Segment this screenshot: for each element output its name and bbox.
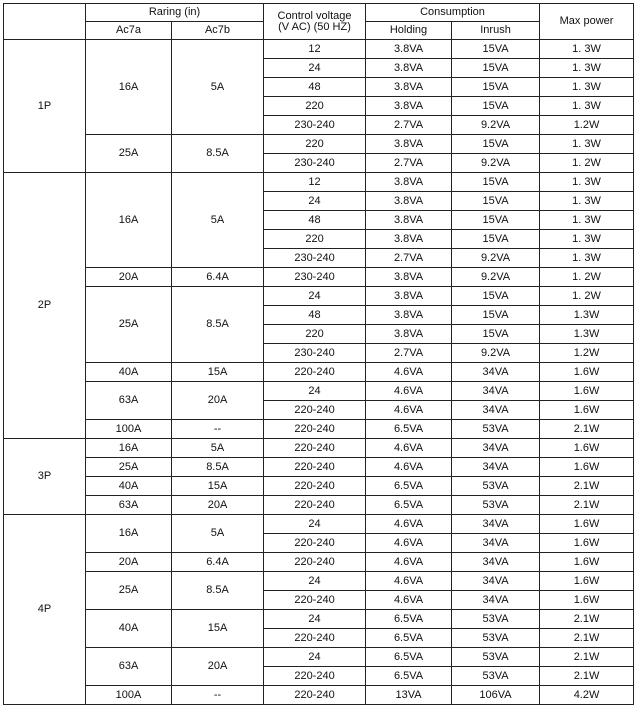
voltage-cell: 220-240 [264, 686, 366, 705]
ac7a-cell: 16A [86, 515, 172, 553]
inrush-cell: 53VA [452, 496, 540, 515]
max-power-cell: 1.6W [540, 363, 634, 382]
inrush-cell: 9.2VA [452, 268, 540, 287]
voltage-cell: 220-240 [264, 496, 366, 515]
table-row [4, 515, 634, 534]
holding-cell: 4.6VA [366, 515, 452, 534]
ac7b-cell: 5A [172, 40, 264, 135]
ac7b-cell: 5A [172, 515, 264, 553]
inrush-cell: 9.2VA [452, 154, 540, 173]
holding-cell: 4.6VA [366, 401, 452, 420]
inrush-cell: 34VA [452, 439, 540, 458]
table-row [4, 420, 634, 439]
ac7a-cell: 40A [86, 477, 172, 496]
max-power-cell: 1.6W [540, 401, 634, 420]
voltage-cell: 220-240 [264, 363, 366, 382]
holding-cell: 6.5VA [366, 610, 452, 629]
inrush-cell: 15VA [452, 230, 540, 249]
max-power-cell: 1. 3W [540, 135, 634, 154]
ac7b-cell: 15A [172, 363, 264, 382]
holding-cell: 6.5VA [366, 648, 452, 667]
table-row [4, 287, 634, 306]
holding-cell: 3.8VA [366, 59, 452, 78]
holding-cell: 6.5VA [366, 496, 452, 515]
holding-cell: 13VA [366, 686, 452, 705]
inrush-cell: 34VA [452, 401, 540, 420]
max-power-cell: 4.2W [540, 686, 634, 705]
max-power-cell: 2.1W [540, 629, 634, 648]
holding-cell: 3.8VA [366, 78, 452, 97]
voltage-cell: 24 [264, 382, 366, 401]
max-power-cell: 1.6W [540, 553, 634, 572]
header-voltage-line1: Control voltage [277, 9, 352, 22]
inrush-cell: 15VA [452, 192, 540, 211]
table-header [4, 4, 634, 40]
voltage-cell: 48 [264, 211, 366, 230]
inrush-cell: 53VA [452, 648, 540, 667]
voltage-cell: 220-240 [264, 477, 366, 496]
pole-cell: 3P [4, 439, 86, 515]
pole-cell: 1P [4, 40, 86, 173]
max-power-cell: 1. 3W [540, 192, 634, 211]
voltage-cell: 230-240 [264, 116, 366, 135]
holding-cell: 3.8VA [366, 306, 452, 325]
table-row [4, 458, 634, 477]
voltage-cell: 220-240 [264, 439, 366, 458]
inrush-cell: 15VA [452, 287, 540, 306]
ac7b-cell: 15A [172, 477, 264, 496]
holding-cell: 4.6VA [366, 363, 452, 382]
holding-cell: 2.7VA [366, 116, 452, 135]
table-row [4, 135, 634, 154]
voltage-cell: 230-240 [264, 268, 366, 287]
ac7b-cell: 6.4A [172, 268, 264, 287]
table-row [4, 686, 634, 705]
voltage-cell: 24 [264, 648, 366, 667]
max-power-cell: 2.1W [540, 610, 634, 629]
max-power-cell: 2.1W [540, 648, 634, 667]
inrush-cell: 15VA [452, 306, 540, 325]
ac7b-cell: 5A [172, 173, 264, 268]
voltage-cell: 230-240 [264, 249, 366, 268]
holding-cell: 6.5VA [366, 477, 452, 496]
voltage-cell: 220-240 [264, 629, 366, 648]
header-consumption: Consumption [366, 4, 540, 22]
table-row [4, 610, 634, 629]
max-power-cell: 1. 3W [540, 40, 634, 59]
voltage-cell: 12 [264, 173, 366, 192]
max-power-cell: 1.2W [540, 344, 634, 363]
max-power-cell: 1.6W [540, 439, 634, 458]
voltage-cell: 220-240 [264, 534, 366, 553]
table-row [4, 496, 634, 515]
holding-cell: 3.8VA [366, 135, 452, 154]
ac7b-cell: -- [172, 686, 264, 705]
header-rating: Raring (in) [86, 4, 264, 22]
ac7a-cell: 25A [86, 458, 172, 477]
inrush-cell: 53VA [452, 667, 540, 686]
voltage-cell: 220 [264, 135, 366, 154]
spec-table [3, 3, 634, 705]
inrush-cell: 34VA [452, 553, 540, 572]
inrush-cell: 15VA [452, 78, 540, 97]
holding-cell: 4.6VA [366, 439, 452, 458]
ac7a-cell: 63A [86, 496, 172, 515]
holding-cell: 2.7VA [366, 249, 452, 268]
holding-cell: 3.8VA [366, 97, 452, 116]
inrush-cell: 15VA [452, 173, 540, 192]
ac7a-cell: 100A [86, 420, 172, 439]
ac7a-cell: 40A [86, 363, 172, 382]
inrush-cell: 53VA [452, 629, 540, 648]
ac7a-cell: 25A [86, 572, 172, 610]
inrush-cell: 34VA [452, 515, 540, 534]
inrush-cell: 53VA [452, 610, 540, 629]
max-power-cell: 1. 2W [540, 268, 634, 287]
voltage-cell: 12 [264, 40, 366, 59]
table-row [4, 553, 634, 572]
header-pole [4, 4, 86, 40]
inrush-cell: 15VA [452, 97, 540, 116]
max-power-cell: 1.6W [540, 515, 634, 534]
holding-cell: 6.5VA [366, 629, 452, 648]
max-power-cell: 2.1W [540, 477, 634, 496]
header-ac7b: Ac7b [172, 22, 264, 40]
holding-cell: 3.8VA [366, 287, 452, 306]
voltage-cell: 220 [264, 325, 366, 344]
inrush-cell: 15VA [452, 211, 540, 230]
holding-cell: 4.6VA [366, 572, 452, 591]
voltage-cell: 24 [264, 610, 366, 629]
voltage-cell: 220 [264, 97, 366, 116]
header-holding: Holding [366, 22, 452, 40]
voltage-cell: 220-240 [264, 591, 366, 610]
max-power-cell: 2.1W [540, 667, 634, 686]
table-row [4, 648, 634, 667]
table-row [4, 40, 634, 59]
voltage-cell: 220-240 [264, 401, 366, 420]
voltage-cell: 220-240 [264, 458, 366, 477]
max-power-cell: 1. 3W [540, 97, 634, 116]
inrush-cell: 34VA [452, 363, 540, 382]
table-row [4, 363, 634, 382]
holding-cell: 6.5VA [366, 667, 452, 686]
holding-cell: 3.8VA [366, 173, 452, 192]
table-row [4, 439, 634, 458]
ac7a-cell: 63A [86, 648, 172, 686]
max-power-cell: 1. 3W [540, 78, 634, 97]
max-power-cell: 1. 2W [540, 287, 634, 306]
max-power-cell: 1.6W [540, 591, 634, 610]
table-row [4, 268, 634, 287]
inrush-cell: 34VA [452, 591, 540, 610]
ac7b-cell: 8.5A [172, 458, 264, 477]
ac7b-cell: 20A [172, 496, 264, 515]
pole-cell: 2P [4, 173, 86, 439]
ac7a-cell: 16A [86, 173, 172, 268]
voltage-cell: 24 [264, 287, 366, 306]
ac7a-cell: 20A [86, 268, 172, 287]
ac7b-cell: 6.4A [172, 553, 264, 572]
holding-cell: 4.6VA [366, 382, 452, 401]
holding-cell: 4.6VA [366, 553, 452, 572]
voltage-cell: 220-240 [264, 420, 366, 439]
max-power-cell: 2.1W [540, 496, 634, 515]
holding-cell: 3.8VA [366, 40, 452, 59]
voltage-cell: 48 [264, 78, 366, 97]
max-power-cell: 1. 3W [540, 249, 634, 268]
voltage-cell: 220 [264, 230, 366, 249]
inrush-cell: 53VA [452, 420, 540, 439]
inrush-cell: 15VA [452, 325, 540, 344]
max-power-cell: 1. 3W [540, 173, 634, 192]
voltage-cell: 24 [264, 59, 366, 78]
inrush-cell: 9.2VA [452, 249, 540, 268]
holding-cell: 4.6VA [366, 534, 452, 553]
max-power-cell: 1.6W [540, 572, 634, 591]
holding-cell: 2.7VA [366, 154, 452, 173]
ac7a-cell: 100A [86, 686, 172, 705]
ac7b-cell: 15A [172, 610, 264, 648]
max-power-cell: 1.3W [540, 325, 634, 344]
max-power-cell: 1. 3W [540, 211, 634, 230]
header-voltage-line2: (V AC) (50 HZ) [278, 20, 351, 33]
table-row [4, 382, 634, 401]
inrush-cell: 15VA [452, 59, 540, 78]
ac7a-cell: 16A [86, 439, 172, 458]
max-power-cell: 2.1W [540, 420, 634, 439]
voltage-cell: 230-240 [264, 154, 366, 173]
ac7b-cell: 8.5A [172, 572, 264, 610]
ac7a-cell: 25A [86, 287, 172, 363]
max-power-cell: 1.2W [540, 116, 634, 135]
max-power-cell: 1.6W [540, 458, 634, 477]
table-row [4, 477, 634, 496]
ac7a-cell: 40A [86, 610, 172, 648]
table-body [4, 40, 634, 705]
max-power-cell: 1.3W [540, 306, 634, 325]
pole-cell: 4P [4, 515, 86, 705]
max-power-cell: 1. 3W [540, 59, 634, 78]
voltage-cell: 220-240 [264, 667, 366, 686]
voltage-cell: 24 [264, 192, 366, 211]
voltage-cell: 24 [264, 572, 366, 591]
header-control-voltage [264, 4, 366, 40]
holding-cell: 3.8VA [366, 325, 452, 344]
holding-cell: 3.8VA [366, 211, 452, 230]
ac7a-cell: 63A [86, 382, 172, 420]
table-row [4, 572, 634, 591]
holding-cell: 4.6VA [366, 591, 452, 610]
holding-cell: 4.6VA [366, 458, 452, 477]
ac7b-cell: -- [172, 420, 264, 439]
inrush-cell: 34VA [452, 382, 540, 401]
ac7a-cell: 20A [86, 553, 172, 572]
ac7a-cell: 25A [86, 135, 172, 173]
max-power-cell: 1. 3W [540, 230, 634, 249]
max-power-cell: 1.6W [540, 534, 634, 553]
header-max-power: Max power [540, 4, 634, 40]
inrush-cell: 106VA [452, 686, 540, 705]
holding-cell: 3.8VA [366, 192, 452, 211]
max-power-cell: 1. 2W [540, 154, 634, 173]
inrush-cell: 34VA [452, 458, 540, 477]
holding-cell: 3.8VA [366, 268, 452, 287]
header-inrush: Inrush [452, 22, 540, 40]
holding-cell: 3.8VA [366, 230, 452, 249]
ac7a-cell: 16A [86, 40, 172, 135]
inrush-cell: 9.2VA [452, 344, 540, 363]
ac7b-cell: 20A [172, 382, 264, 420]
ac7b-cell: 8.5A [172, 287, 264, 363]
voltage-cell: 24 [264, 515, 366, 534]
inrush-cell: 15VA [452, 135, 540, 154]
ac7b-cell: 5A [172, 439, 264, 458]
inrush-cell: 9.2VA [452, 116, 540, 135]
holding-cell: 2.7VA [366, 344, 452, 363]
max-power-cell: 1.6W [540, 382, 634, 401]
inrush-cell: 34VA [452, 534, 540, 553]
inrush-cell: 53VA [452, 477, 540, 496]
ac7b-cell: 20A [172, 648, 264, 686]
voltage-cell: 230-240 [264, 344, 366, 363]
holding-cell: 6.5VA [366, 420, 452, 439]
inrush-cell: 34VA [452, 572, 540, 591]
voltage-cell: 220-240 [264, 553, 366, 572]
inrush-cell: 15VA [452, 40, 540, 59]
ac7b-cell: 8.5A [172, 135, 264, 173]
voltage-cell: 48 [264, 306, 366, 325]
table-row [4, 173, 634, 192]
header-ac7a: Ac7a [86, 22, 172, 40]
